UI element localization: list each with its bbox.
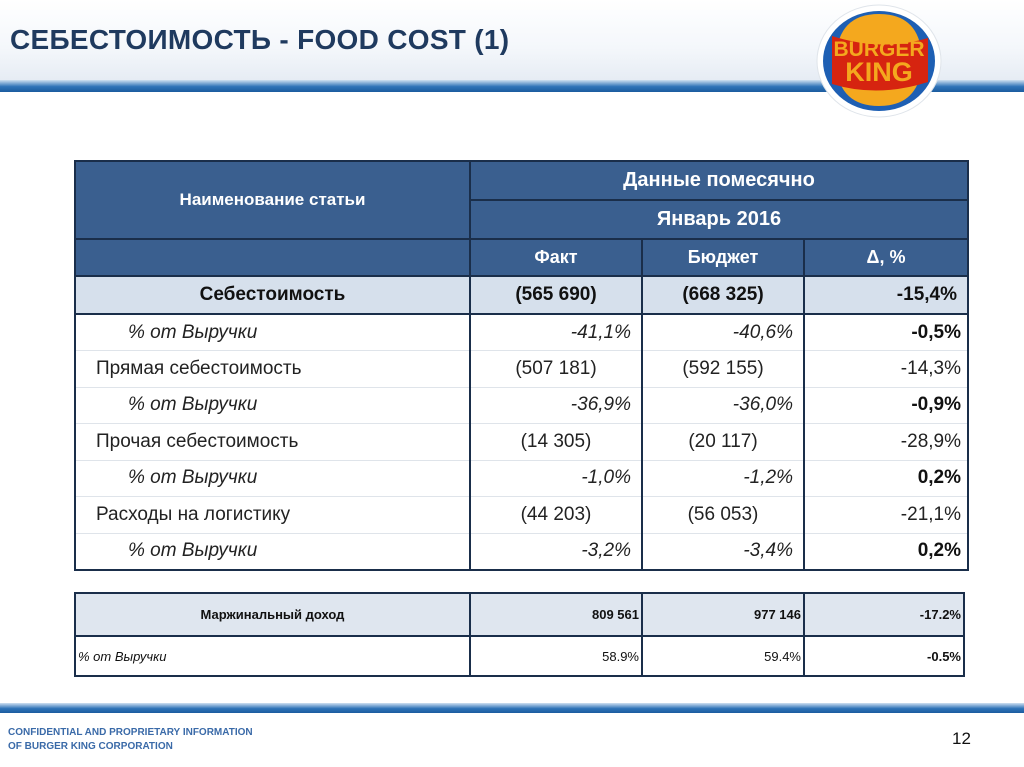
fact-value: (14 305) xyxy=(470,424,642,461)
logo-word-king: KING xyxy=(845,57,913,87)
confidentiality-line-2: OF BURGER KING CORPORATION xyxy=(8,741,173,752)
column-header-monthly-data: Данные помесячно xyxy=(470,161,968,200)
delta-value: -15,4% xyxy=(804,276,968,314)
column-header-blank xyxy=(75,239,470,276)
budget-value: 977 146 xyxy=(642,593,804,636)
delta-value: 0,2% xyxy=(804,460,968,497)
column-header-fact: Факт xyxy=(470,239,642,276)
row-label: % от Выручки xyxy=(75,387,470,424)
budget-value: (592 155) xyxy=(642,351,804,388)
confidentiality-line-1: CONFIDENTIAL AND PROPRIETARY INFORMATION xyxy=(8,727,253,738)
delta-value: -0,5% xyxy=(804,314,968,351)
page-number: 12 xyxy=(952,729,971,748)
budget-value: -3,4% xyxy=(642,533,804,570)
fact-value: -3,2% xyxy=(470,533,642,570)
table-row xyxy=(75,387,968,424)
budget-value: -1,2% xyxy=(642,460,804,497)
fact-value: -36,9% xyxy=(470,387,642,424)
row-label: Расходы на логистику xyxy=(75,497,470,534)
column-header-period: Январь 2016 xyxy=(470,200,968,239)
fact-value: -1,0% xyxy=(470,460,642,497)
budget-value: (668 325) xyxy=(642,276,804,314)
row-label: Маржинальный доход xyxy=(75,593,470,636)
table-row xyxy=(75,497,968,534)
column-header-delta: Δ, % xyxy=(804,239,968,276)
table-row xyxy=(75,351,968,388)
fact-value: (44 203) xyxy=(470,497,642,534)
budget-value: -40,6% xyxy=(642,314,804,351)
delta-value: 0,2% xyxy=(804,533,968,570)
column-header-budget: Бюджет xyxy=(642,239,804,276)
delta-value: -0,9% xyxy=(804,387,968,424)
table-row xyxy=(75,424,968,461)
column-header-item-name: Наименование статьи xyxy=(75,161,470,239)
delta-value: -28,9% xyxy=(804,424,968,461)
food-cost-table xyxy=(74,160,969,571)
row-label: Прочая себестоимость xyxy=(75,424,470,461)
logo-word-burger: BURGER xyxy=(833,38,925,61)
row-label: Себестоимость xyxy=(75,276,470,314)
table-row xyxy=(75,314,968,351)
budget-value: (56 053) xyxy=(642,497,804,534)
confidentiality-notice xyxy=(8,726,253,754)
fact-value: 809 561 xyxy=(470,593,642,636)
table-row xyxy=(75,460,968,497)
budget-value: 59.4% xyxy=(642,636,804,676)
margin-table xyxy=(74,592,965,677)
delta-value: -17.2% xyxy=(804,593,964,636)
row-label: % от Выручки xyxy=(75,636,470,676)
table-row-margin-percent xyxy=(75,636,964,676)
budget-value: (20 117) xyxy=(642,424,804,461)
fact-value: -41,1% xyxy=(470,314,642,351)
table-row-total-cost xyxy=(75,276,968,314)
fact-value: 58.9% xyxy=(470,636,642,676)
footer-band xyxy=(0,703,1024,713)
fact-value: (507 181) xyxy=(470,351,642,388)
table-row-margin-income xyxy=(75,593,964,636)
budget-value: -36,0% xyxy=(642,387,804,424)
table-row xyxy=(75,533,968,570)
row-label: % от Выручки xyxy=(75,460,470,497)
row-label: Прямая себестоимость xyxy=(75,351,470,388)
fact-value: (565 690) xyxy=(470,276,642,314)
delta-value: -14,3% xyxy=(804,351,968,388)
delta-value: -21,1% xyxy=(804,497,968,534)
burger-king-logo xyxy=(814,2,944,120)
row-label: % от Выручки xyxy=(75,314,470,351)
delta-value: -0.5% xyxy=(804,636,964,676)
row-label: % от Выручки xyxy=(75,533,470,570)
slide-title: СЕБЕСТОИМОСТЬ - FOOD COST (1) xyxy=(10,24,510,55)
